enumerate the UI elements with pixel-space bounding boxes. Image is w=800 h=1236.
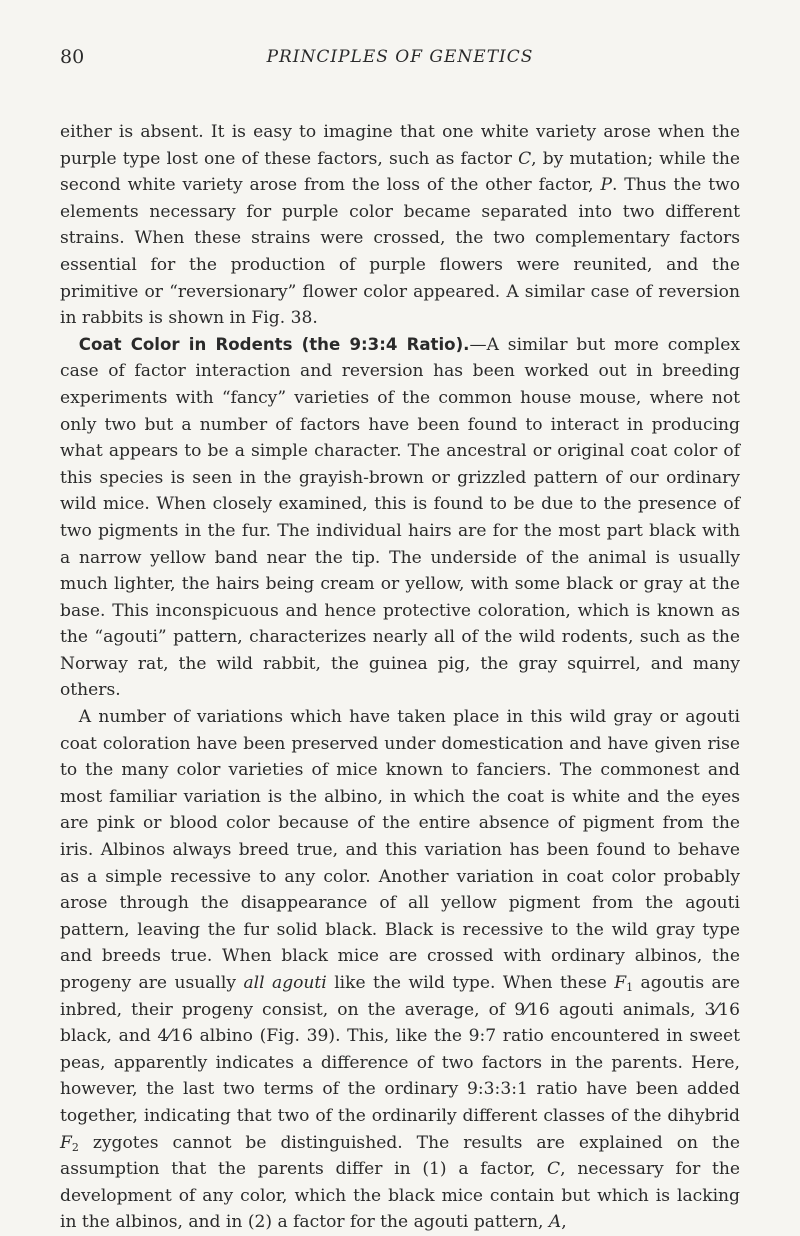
running-head — [60, 38, 740, 74]
text-segment: agoutis are inbred, their progeny consist, on the average, of 9⁄16 agouti animals, 3⁄16 black, and 4⁄16 albino (Fig. 39). This, like the 9:7 ratio encountered in sweet peas, apparently indicates a difference of two factors in the parents. Here, however, the last two terms of the ordinary 9:3:3:1 ratio have been added together, indicating that two of the ordinarily different classes of the dihybrid — [60, 973, 740, 1126]
text-segment: . Thus the two elements necessary for purple color became separated into two different strains. When these strains were crossed, the two complementary factors essential for the production of purple flowers were reunited, and the primitive or “reversionary” flower color appeared. A similar case of reversion in rabbits is shown in Fig. 38. — [60, 175, 740, 329]
running-title: PRINCIPLES OF GENETICS — [266, 47, 534, 67]
text-segment: A — [548, 1212, 562, 1233]
text-segment: either is absent. It is easy to imagine that one white variety arose when the purple type lost one of these factors, such as factor — [60, 122, 740, 169]
text-segment: like the wild type. When these — [326, 973, 615, 993]
paragraph — [60, 119, 740, 332]
text-segment: zygotes cannot be distinguished. The results are explained on the assumption that the parents differ in (1) a factor, — [60, 1132, 740, 1180]
text-segment: 1 — [626, 981, 634, 994]
paragraph — [60, 704, 740, 1236]
text-segment: , by mutation; while the second white variety arose from the loss of the other factor, — [60, 148, 740, 196]
text-segment: , necessary for the development of any color, which the black mice contain but which is lacking in the albinos, and in (2) a factor for the agouti pattern, — [60, 1159, 741, 1233]
body-text — [60, 119, 740, 1236]
text-segment: , — [561, 1212, 567, 1233]
page-number: 80 — [60, 46, 85, 68]
text-segment: 2 — [71, 1140, 79, 1154]
text-segment: C — [518, 148, 532, 169]
text-segment: P — [600, 175, 612, 196]
text-segment: C — [547, 1159, 561, 1180]
text-segment: F — [614, 973, 627, 993]
paragraph — [60, 332, 740, 704]
text-segment: F — [60, 1132, 72, 1153]
text-segment: all agouti — [243, 973, 327, 993]
text-segment: A number of variations which have taken place in this wild gray or agouti coat coloration have been preserved under domestication and have given rise to the many color varieties of mice known to fanciers. The commonest and most familiar variation is the albino, in which the coat is white and the eyes are pink or blood color because of the entire absence of pigment from the iris. Albinos always breed true, and this variation has been found to behave as a simple recessive to any color. Another variation in coat color probably arose through the disappearance of all yellow pigment from the agouti pattern, leaving the fur solid black. Black is recessive to the wild gray type and breeds true. When black mice are crossed with ordinary albinos, the progeny are usually — [60, 707, 740, 993]
section-heading: Coat Color in Rodents (the 9:3:4 Ratio). — [78, 334, 470, 354]
text-segment: —A similar but more complex case of factor interaction and reversion has been worked out in breeding experiments with “fancy” varieties of the common house mouse, where not only two but a number of factors have been found to interact in producing what appears to be a simple character. The ancestral or original coat color of this species is seen in the grayish-brown or grizzled pattern of our ordinary wild mice. When closely examined, this is found to be due to the presence of two pigments in the fur. The individual hairs are for the most part black with a narrow yellow band near the tip. The underside of the animal is usually much lighter, the hairs being cream or yellow, with some black or gray at the base. This inconspicuous and hence protective coloration, which is known as the “agouti” pattern, characterizes nearly all of the wild rodents, such as the Norway rat, the wild rabbit, the guinea pig, the gray squirrel, and many others. — [60, 334, 741, 701]
